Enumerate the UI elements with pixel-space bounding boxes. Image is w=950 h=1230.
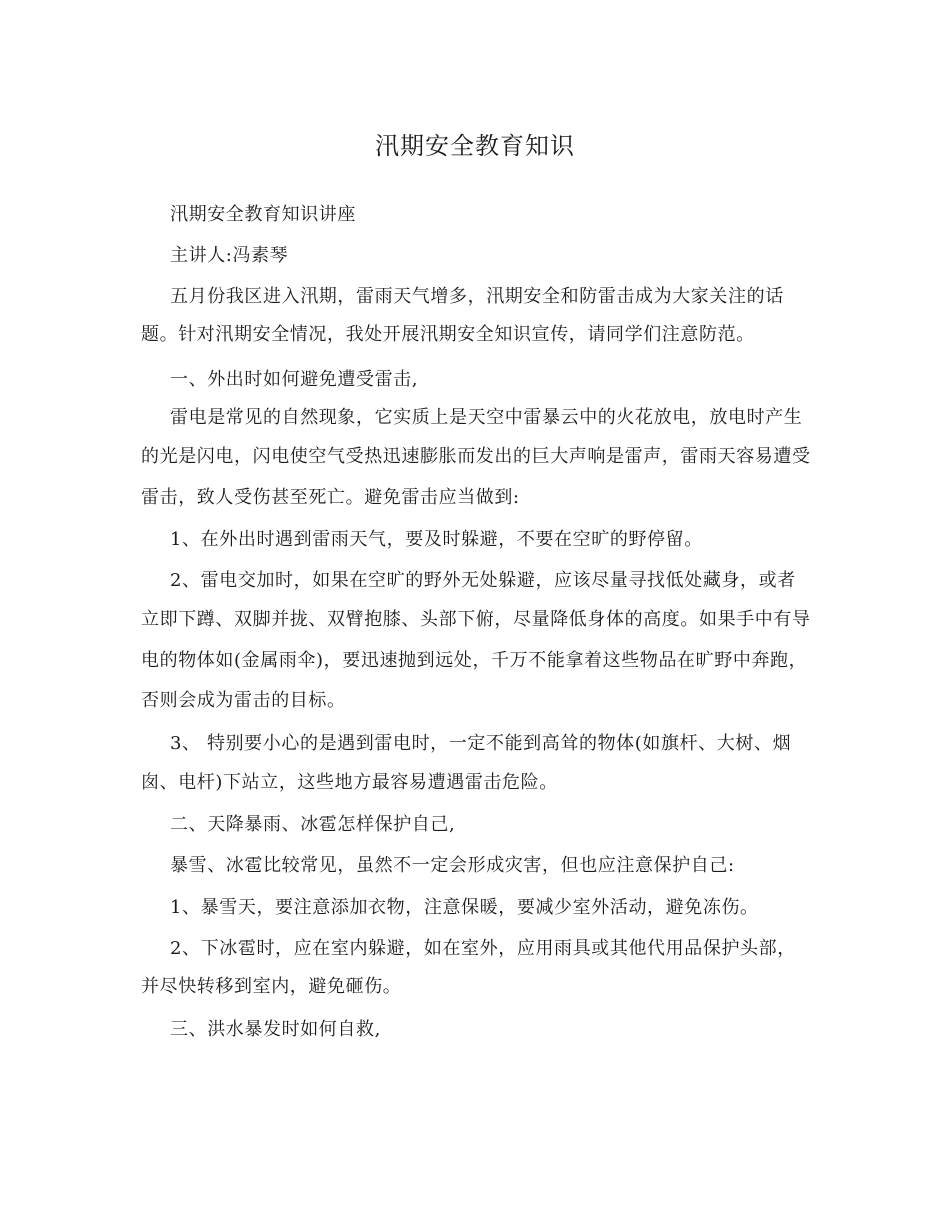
paragraph-line: 的光是闪电，闪电使空气受热迅速膨胀而发出的巨大声响是雷声，雷雨天容易遭受 [141, 446, 811, 467]
paragraph-line: 题。针对汛期安全情况，我处开展汛期安全知识宣传，请同学们注意防范。 [141, 324, 755, 345]
list-item-line: 2、下冰雹时，应在室内躲避，如在室外，应用雨具或其他代用品保护头部， [170, 938, 796, 959]
list-item-line: 3、 特别要小心的是遇到雷电时，一定不能到高耸的物体(如旗杆、大树、烟 [170, 733, 792, 754]
list-item-line: 1、在外出时遇到雷雨天气，要及时躲避，不要在空旷的野停留。 [170, 529, 703, 550]
section-heading: 二、天降暴雨、冰雹怎样保护自己, [170, 814, 456, 835]
document-title: 汛期安全教育知识 [375, 132, 575, 160]
paragraph-line: 雷击，致人受伤甚至死亡。避免雷击应当做到: [141, 487, 520, 508]
list-item-line: 1、暴雪天，要注意添加衣物，注意保暖，要减少室外活动，避免冻伤。 [170, 897, 759, 918]
paragraph-line: 囱、电杆)下站立，这些地方最容易遭遇雷击危险。 [141, 772, 558, 793]
list-item-line: 2、雷电交加时，如果在空旷的野外无处躲避，应该尽量寻找低处藏身，或者 [170, 570, 796, 591]
paragraph-line: 暴雪、冰雹比较常见，虽然不一定会形成灾害，但也应注意保护自己: [170, 855, 735, 876]
section-heading: 一、外出时如何避免遭受雷击, [170, 369, 419, 390]
paragraph-line: 立即下蹲、双脚并拢、双臂抱膝、头部下俯，尽量降低身体的高度。如果手中有导 [141, 609, 811, 630]
lecture-title-line: 汛期安全教育知识讲座 [170, 204, 356, 225]
paragraph-line: 五月份我区进入汛期，雷雨天气增多，汛期安全和防雷击成为大家关注的话 [170, 286, 784, 307]
section-heading: 三、洪水暴发时如何自救, [170, 1019, 381, 1040]
speaker-line: 主讲人:冯素琴 [170, 245, 289, 266]
paragraph-line: 电的物体如(金属雨伞)，要迅速抛到远处，千万不能拿着这些物品在旷野中奔跑， [141, 650, 808, 671]
paragraph-line: 否则会成为雷击的目标。 [141, 690, 346, 711]
paragraph-line: 并尽快转移到室内，避免砸伤。 [141, 976, 402, 997]
paragraph-line: 雷电是常见的自然现象，它实质上是天空中雷暴云中的火花放电，放电时产生 [170, 407, 803, 428]
